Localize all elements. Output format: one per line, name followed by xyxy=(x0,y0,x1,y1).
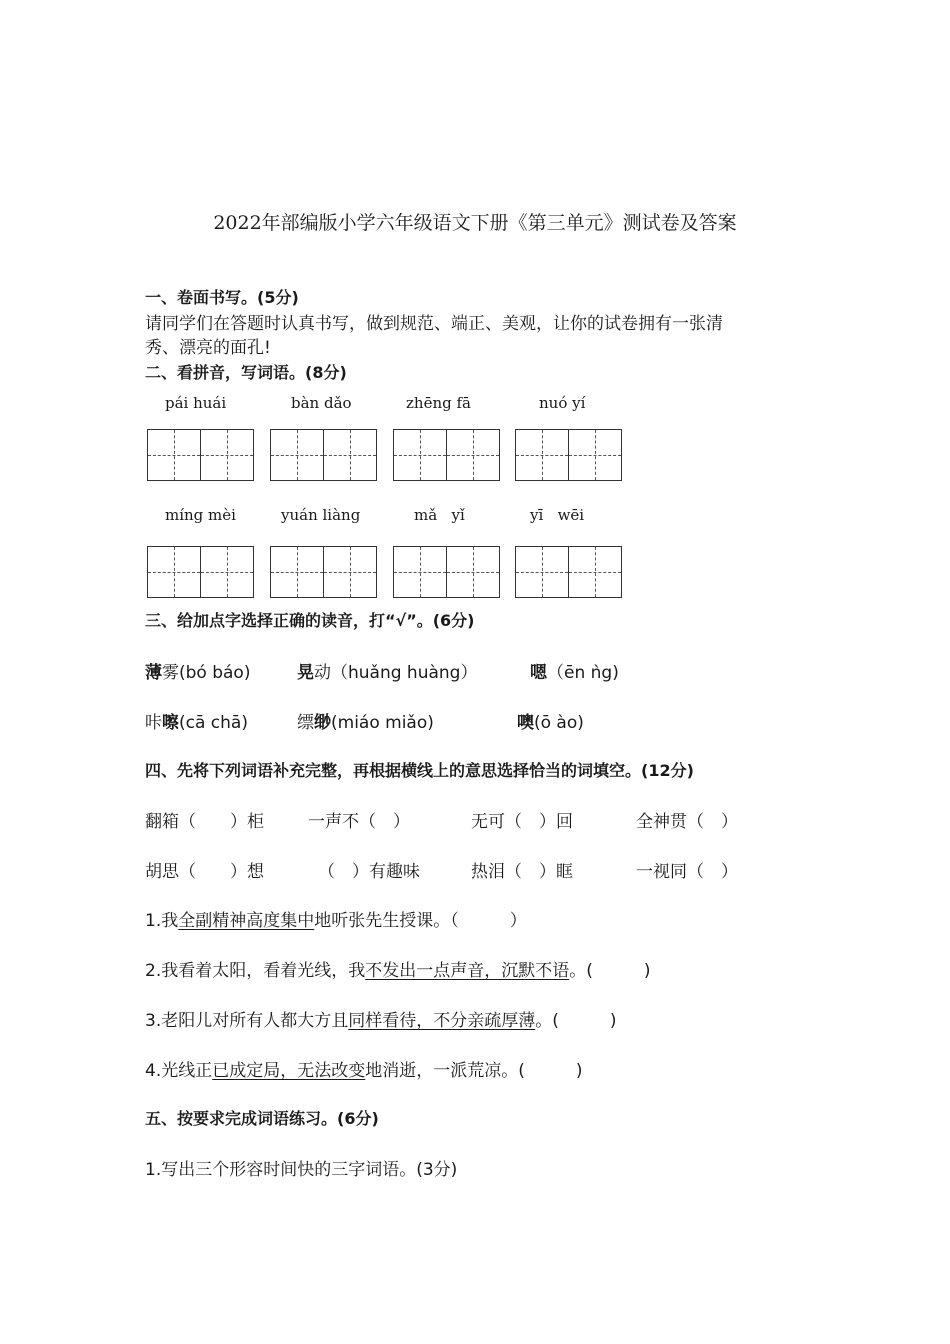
idiom-8[interactable]: 一视同（ ） xyxy=(636,862,738,882)
writing-grid-1[interactable] xyxy=(147,429,254,481)
writing-grid-6[interactable] xyxy=(270,546,377,598)
reading-item-6[interactable]: 噢(ō ào) xyxy=(517,713,584,733)
idiom-5[interactable]: 胡思（ ）想 xyxy=(145,862,264,882)
fill-question-2[interactable]: 2.我看着太阳，看着光线，我不发出一点声音，沉默不语。( ) xyxy=(145,961,651,981)
writing-grid-2[interactable] xyxy=(270,429,377,481)
reading-item-4[interactable]: 咔嚓(cā chā) xyxy=(145,713,248,733)
writing-grid-8[interactable] xyxy=(515,546,622,598)
pinyin-8: yī wēi xyxy=(530,506,585,524)
dotted-char: 噢 xyxy=(517,713,534,733)
fill-question-4[interactable]: 4.光线正已成定局，无法改变地消逝，一派荒凉。( ) xyxy=(145,1061,583,1081)
writing-grid-3[interactable] xyxy=(393,429,500,481)
idiom-7[interactable]: 热泪（ ）眶 xyxy=(471,862,573,882)
dotted-char: 缈 xyxy=(314,713,331,733)
idiom-1[interactable]: 翻箱（ ）柜 xyxy=(145,812,264,832)
section-5-heading: 五、按要求完成词语练习。(6分) xyxy=(145,1109,379,1128)
pinyin-4: nuó yí xyxy=(539,394,586,412)
section-4-heading: 四、先将下列词语补充完整，再根据横线上的意思选择恰当的词填空。(12分) xyxy=(145,761,694,780)
idiom-6[interactable]: （ ）有趣味 xyxy=(318,862,420,882)
writing-grid-5[interactable] xyxy=(147,546,254,598)
pinyin-2: bàn dǎo xyxy=(291,394,352,412)
dotted-char: 嗯 xyxy=(530,663,547,683)
reading-item-5[interactable]: 缥缈(miáo miǎo) xyxy=(297,713,434,733)
section-3-heading: 三、给加点字选择正确的读音，打“√”。(6分) xyxy=(145,611,475,630)
pinyin-7: mǎ yǐ xyxy=(414,506,465,524)
section-2-heading: 二、看拼音，写词语。(8分) xyxy=(145,363,347,382)
reading-item-3[interactable]: 嗯（ēn ǹg) xyxy=(530,663,619,683)
dotted-char: 晃 xyxy=(297,663,314,683)
reading-item-1[interactable]: 薄雾(bó báo) xyxy=(145,663,251,683)
pinyin-3: zhēng fā xyxy=(406,394,471,412)
dotted-char: 薄 xyxy=(145,663,162,683)
idiom-2[interactable]: 一声不（ ） xyxy=(308,812,410,832)
dotted-char: 嚓 xyxy=(162,713,179,733)
fill-question-3[interactable]: 3.老阳儿对所有人都大方且同样看待，不分亲疏厚薄。( ) xyxy=(145,1011,617,1031)
fill-question-1[interactable]: 1.我全副精神高度集中地听张先生授课。（ ） xyxy=(145,911,527,931)
writing-grid-4[interactable] xyxy=(515,429,622,481)
pinyin-5: míng mèi xyxy=(165,506,236,524)
page-title: 2022年部编版小学六年级语文下册《第三单元》测试卷及答案 xyxy=(213,212,737,234)
idiom-3[interactable]: 无可（ ）回 xyxy=(471,812,573,832)
section-1-heading: 一、卷面书写。(5分) xyxy=(145,288,299,307)
idiom-4[interactable]: 全神贯（ ） xyxy=(636,812,738,832)
section-1-text-line-2: 秀、漂亮的面孔! xyxy=(145,338,271,358)
writing-grid-7[interactable] xyxy=(393,546,500,598)
reading-item-2[interactable]: 晃动（huǎng huàng） xyxy=(297,663,478,683)
pinyin-1: pái huái xyxy=(165,394,227,412)
section-5-question-1: 1.写出三个形容时间快的三字词语。(3分) xyxy=(145,1160,458,1180)
section-1-text-line-1: 请同学们在答题时认真书写，做到规范、端正、美观，让你的试卷拥有一张清 xyxy=(145,314,723,334)
pinyin-6: yuán liàng xyxy=(281,506,361,524)
